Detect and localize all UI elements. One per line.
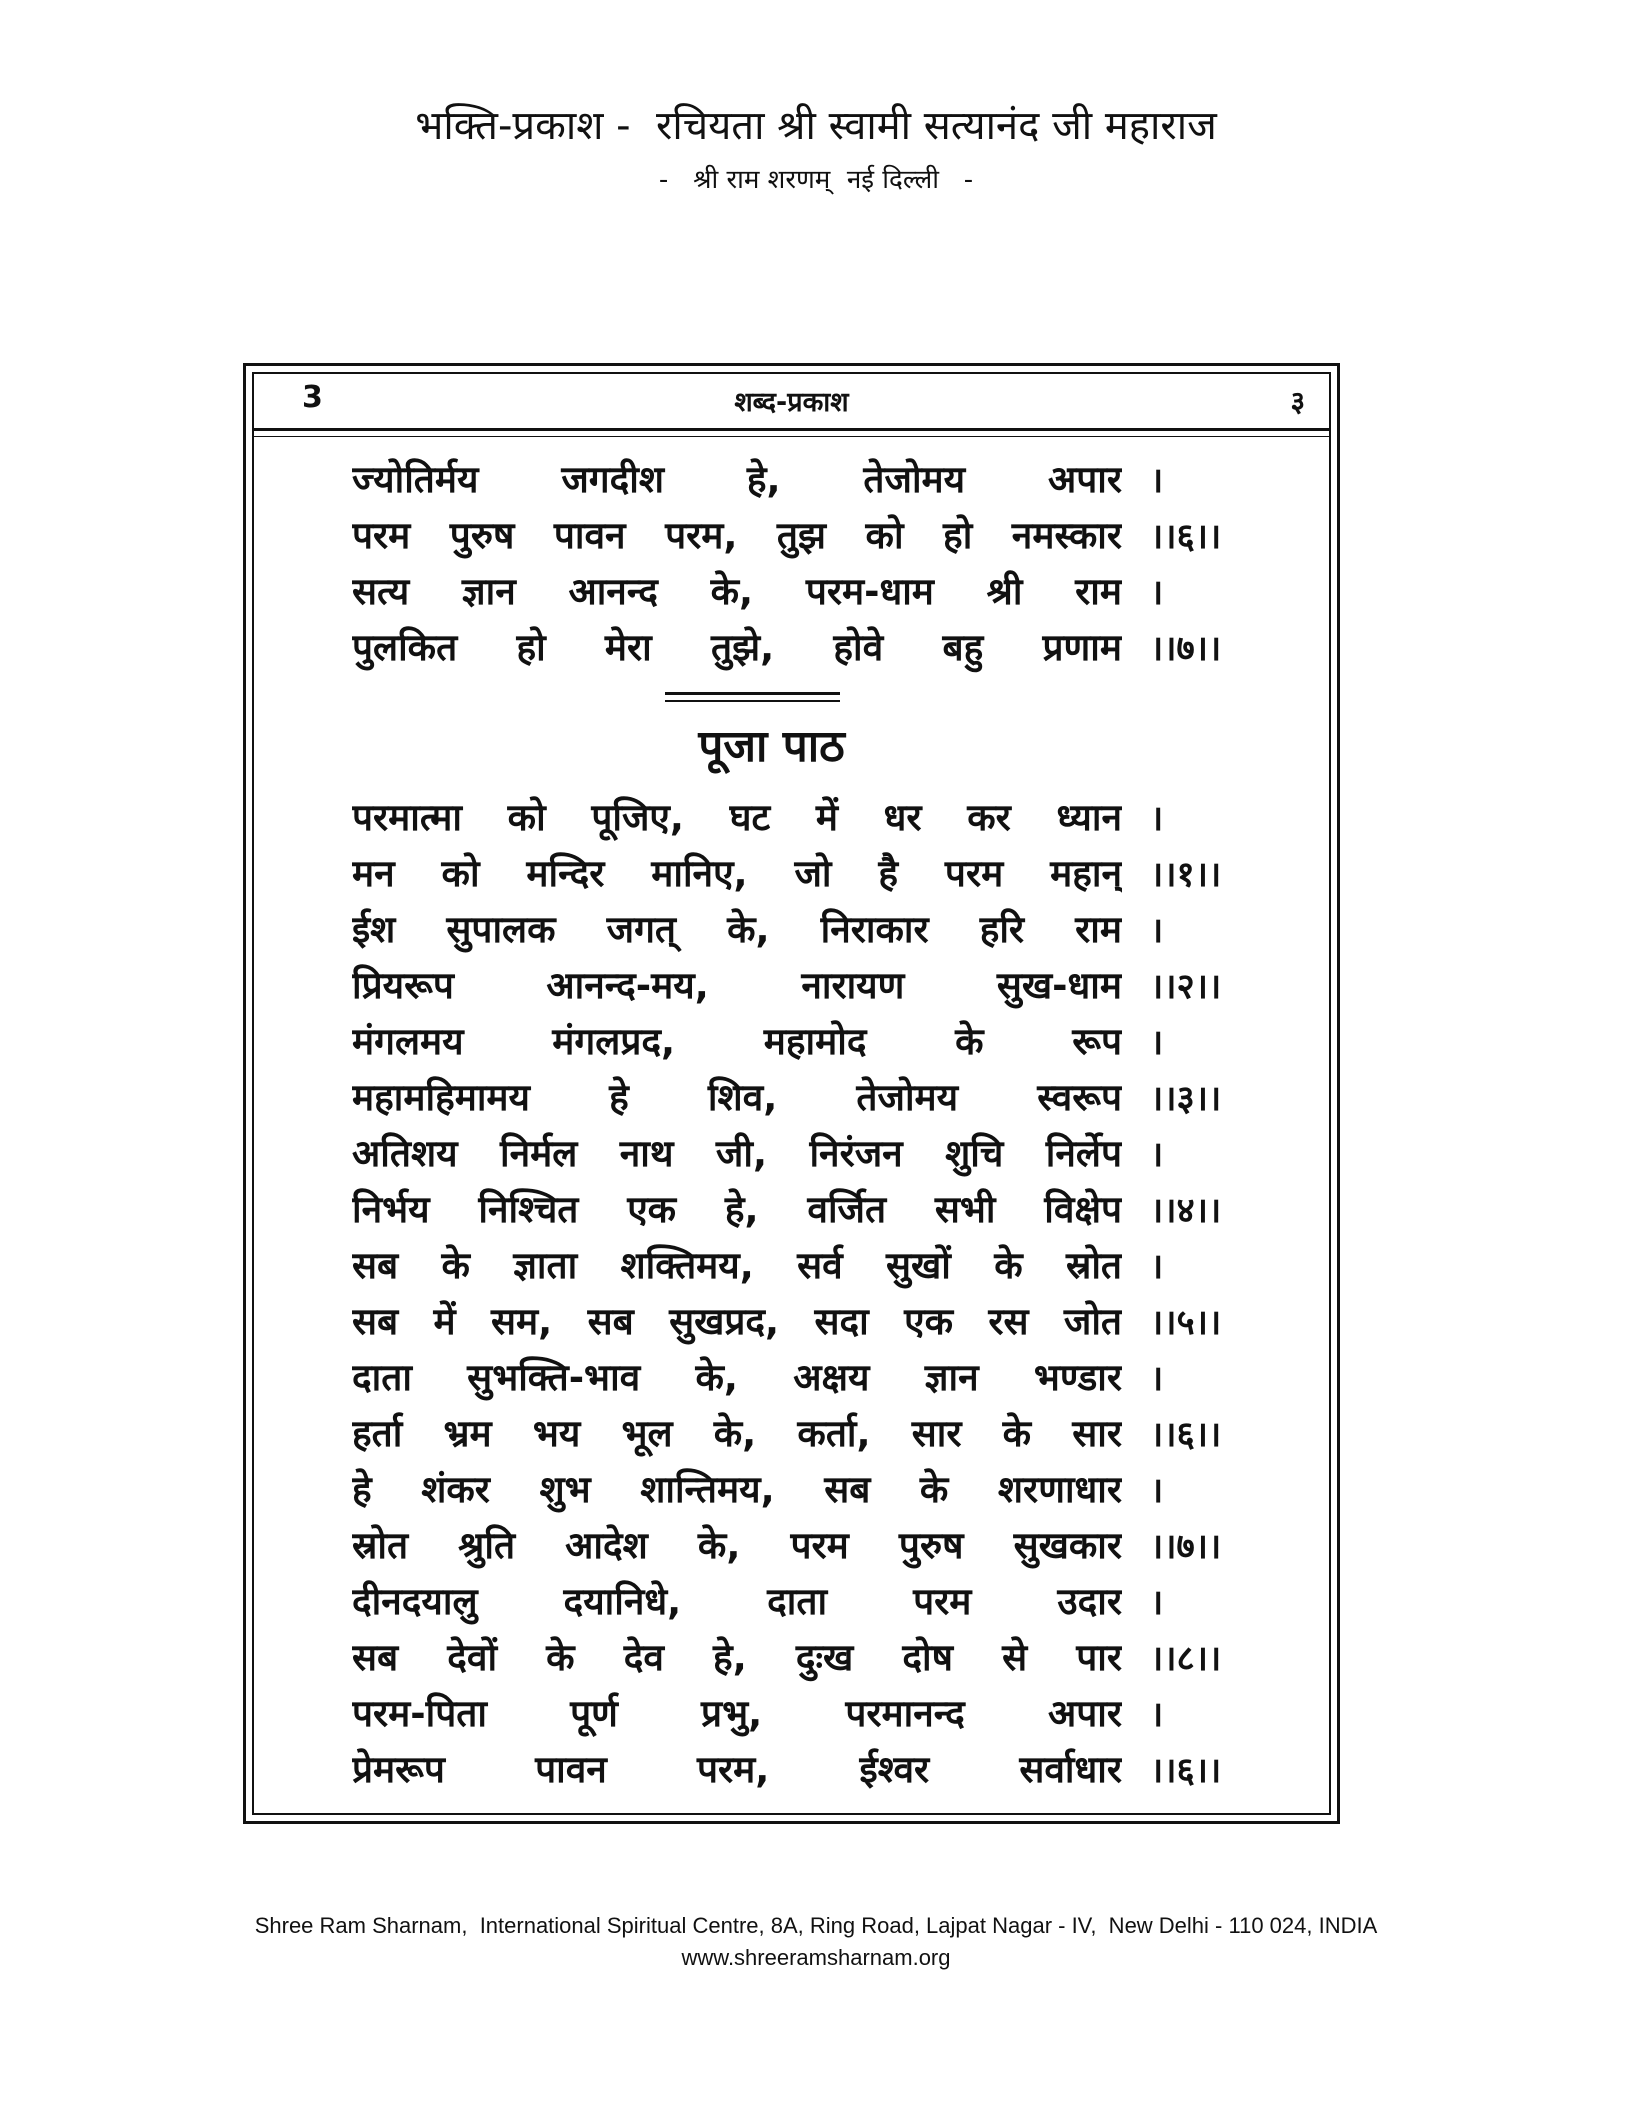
verse-text: प्रेमरूप पावन परम, ईश्वर सर्वाधार bbox=[352, 1748, 1122, 1791]
verse-end-mark: । bbox=[1150, 1135, 1164, 1175]
verse-line bbox=[352, 1238, 1242, 1294]
verse-end-mark: । bbox=[1150, 1359, 1164, 1399]
verse-text: सब में सम, सब सुखप्रद, सदा एक रस जोत bbox=[352, 1300, 1122, 1343]
verse-end-mark: ।।३।। bbox=[1150, 1079, 1222, 1119]
verse-line bbox=[352, 564, 1242, 620]
verse-line bbox=[352, 1294, 1242, 1350]
verse-end-mark: ।।१।। bbox=[1150, 855, 1222, 895]
header-title: भक्ति-प्रकाश - रचियता श्री स्वामी सत्यानंद जी महाराज bbox=[415, 103, 1217, 149]
verse-text: पुलकित हो मेरा तुझे, होवे बहु प्रणाम bbox=[352, 626, 1122, 669]
verse-line bbox=[352, 1686, 1242, 1742]
page-footer bbox=[0, 1910, 1632, 1974]
verse-block-top bbox=[352, 452, 1242, 676]
verse-line bbox=[352, 620, 1242, 676]
header-subtitle: - श्री राम शरणम् नई दिल्ली - bbox=[658, 165, 974, 195]
footer-website: www.shreeramsharnam.org bbox=[681, 1945, 951, 1970]
verse-end-mark: ।।४।। bbox=[1150, 1191, 1222, 1231]
verse-line bbox=[352, 1126, 1242, 1182]
verse-line bbox=[352, 790, 1242, 846]
verse-end-mark: । bbox=[1150, 1023, 1164, 1063]
verse-text: दीनदयालु दयानिधे, दाता परम उदार bbox=[352, 1580, 1122, 1623]
verse-end-mark: ।।६।। bbox=[1150, 517, 1222, 557]
verse-text: सत्य ज्ञान आनन्द के, परम-धाम श्री राम bbox=[352, 570, 1122, 613]
verse-line bbox=[352, 1182, 1242, 1238]
verse-end-mark: । bbox=[1150, 1471, 1164, 1511]
footer-address: Shree Ram Sharnam, International Spiritual Centre, 8A, Ring Road, Lajpat Nagar - IV, New Delhi - 110 024, INDIA bbox=[254, 1913, 1378, 1938]
verse-end-mark: ।।७।। bbox=[1150, 629, 1222, 669]
verse-line bbox=[352, 508, 1242, 564]
verse-line bbox=[352, 1630, 1242, 1686]
book-page-inner-frame bbox=[252, 372, 1331, 1815]
verse-end-mark: । bbox=[1150, 573, 1164, 613]
verse-text: महामहिमामय हे शिव, तेजोमय स्वरूप bbox=[352, 1076, 1122, 1119]
running-head bbox=[254, 374, 1329, 431]
verse-line bbox=[352, 1070, 1242, 1126]
verse-end-mark: । bbox=[1150, 1583, 1164, 1623]
verse-text: दाता सुभक्ति-भाव के, अक्षय ज्ञान भण्डार bbox=[352, 1356, 1122, 1399]
verse-line bbox=[352, 902, 1242, 958]
verse-text: ज्योतिर्मय जगदीश हे, तेजोमय अपार bbox=[352, 458, 1122, 501]
page-number-left: 3 bbox=[302, 380, 323, 415]
verse-end-mark: । bbox=[1150, 1247, 1164, 1287]
verse-block-main bbox=[352, 790, 1242, 1798]
verse-text: प्रियरूप आनन्द-मय, नारायण सुख-धाम bbox=[352, 964, 1122, 1007]
verse-text: परम पुरुष पावन परम, तुझ को हो नमस्कार bbox=[352, 514, 1122, 557]
verse-line bbox=[352, 1350, 1242, 1406]
verse-text: स्रोत श्रुति आदेश के, परम पुरुष सुखकार bbox=[352, 1524, 1122, 1567]
verse-line bbox=[352, 452, 1242, 508]
verse-end-mark: । bbox=[1150, 1695, 1164, 1735]
verse-line bbox=[352, 846, 1242, 902]
verse-end-mark: । bbox=[1150, 461, 1164, 501]
verse-end-mark: ।।२।। bbox=[1150, 967, 1222, 1007]
verse-line bbox=[352, 1406, 1242, 1462]
verse-end-mark: । bbox=[1150, 911, 1164, 951]
page-number-right: ३ bbox=[1290, 385, 1305, 418]
verse-text: सब के ज्ञाता शक्तिमय, सर्व सुखों के स्रोत bbox=[352, 1244, 1122, 1287]
verse-text: मंगलमय मंगलप्रद, महामोद के रूप bbox=[352, 1020, 1122, 1063]
verse-line bbox=[352, 1462, 1242, 1518]
verse-end-mark: ।।७।। bbox=[1150, 1527, 1222, 1567]
verse-text: हे शंकर शुभ शान्तिमय, सब के शरणाधार bbox=[352, 1468, 1122, 1511]
verse-end-mark: ।।८।। bbox=[1150, 1639, 1222, 1679]
verse-end-mark: ।।६।। bbox=[1150, 1415, 1222, 1455]
verse-text: ईश सुपालक जगत् के, निराकार हरि राम bbox=[352, 908, 1122, 951]
book-page-frame bbox=[243, 363, 1340, 1824]
verse-text: हर्ता भ्रम भय भूल के, कर्ता, सार के सार bbox=[352, 1412, 1122, 1455]
section-divider bbox=[665, 692, 840, 702]
verse-line bbox=[352, 1518, 1242, 1574]
verse-line bbox=[352, 1014, 1242, 1070]
page-header bbox=[0, 98, 1632, 200]
verse-line bbox=[352, 1574, 1242, 1630]
verse-text: परमात्मा को पूजिए, घट में धर कर ध्यान bbox=[352, 796, 1122, 839]
verse-text: निर्भय निश्चित एक हे, वर्जित सभी विक्षेप bbox=[352, 1188, 1122, 1231]
verse-line bbox=[352, 958, 1242, 1014]
running-title: शब्द-प्रकाश bbox=[734, 387, 849, 418]
verse-text: सब देवों के देव हे, दुःख दोष से पार bbox=[352, 1636, 1122, 1679]
verse-line bbox=[352, 1742, 1242, 1798]
verse-end-mark: ।।६।। bbox=[1150, 1751, 1222, 1791]
section-heading: पूजा पाठ bbox=[698, 721, 845, 772]
verse-end-mark: । bbox=[1150, 799, 1164, 839]
verse-end-mark: ।।५।। bbox=[1150, 1303, 1222, 1343]
verse-text: परम-पिता पूर्ण प्रभु, परमानन्द अपार bbox=[352, 1692, 1122, 1735]
verse-text: अतिशय निर्मल नाथ जी, निरंजन शुचि निर्लेप bbox=[352, 1132, 1122, 1175]
verse-text: मन को मन्दिर मानिए, जो है परम महान् bbox=[352, 852, 1122, 895]
